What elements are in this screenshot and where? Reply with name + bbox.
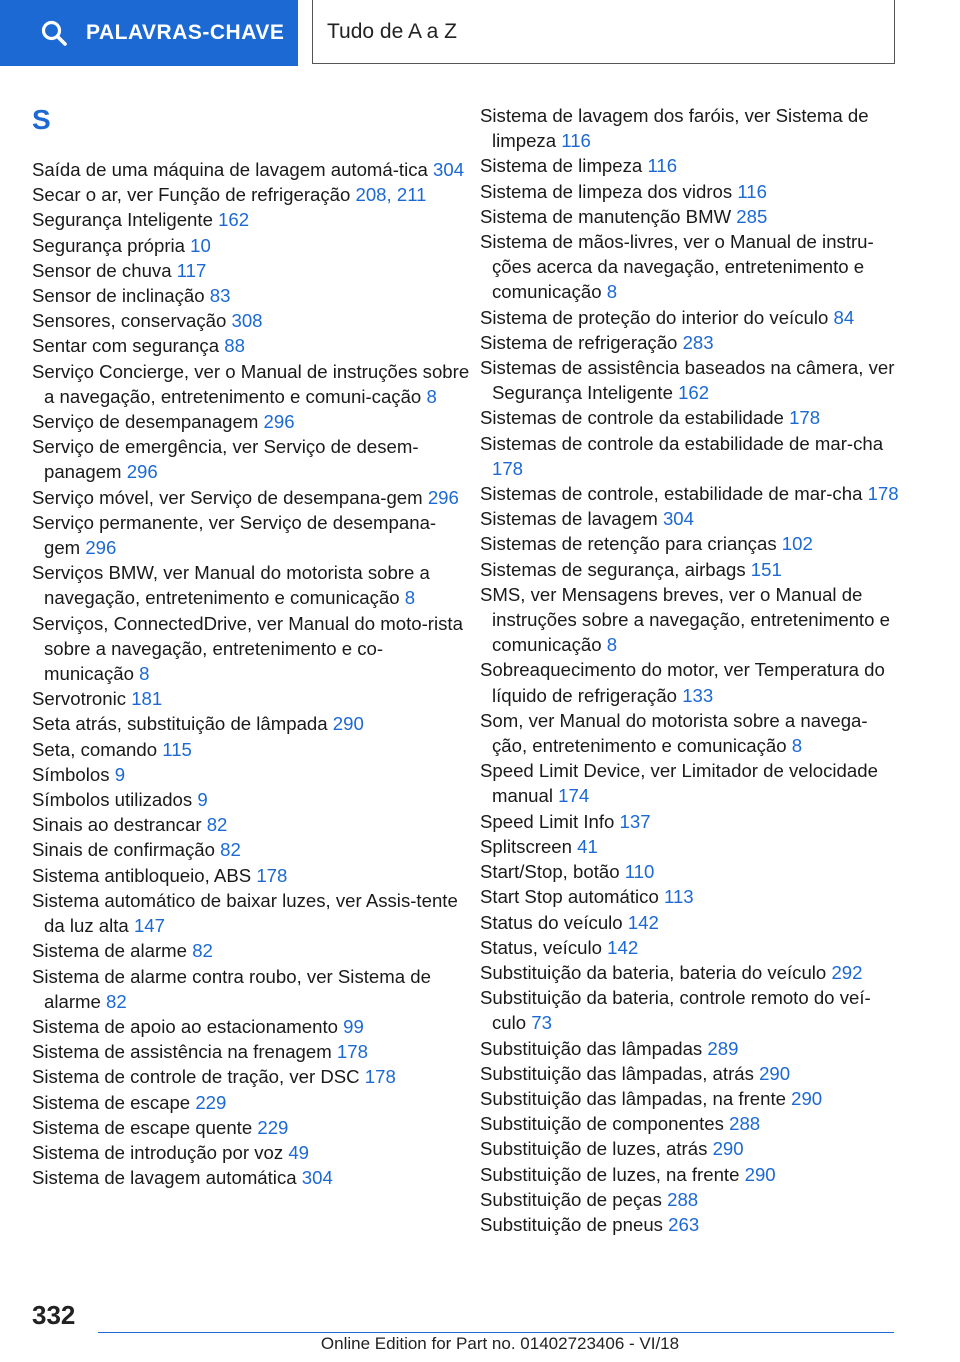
page-reference-link[interactable]: 116 [647, 155, 678, 177]
page-reference-link[interactable]: 82 [106, 990, 127, 1012]
index-entry-text: Serviço Concierge, ver o Manual de instruções sobre a navegação, entretenimento e comuni-cação [32, 360, 470, 407]
page-reference-link[interactable]: 290 [332, 713, 364, 735]
index-entry [32, 434, 472, 484]
page-reference-link[interactable]: 142 [607, 936, 639, 958]
page-reference-link[interactable]: 117 [176, 259, 207, 281]
page-reference-link[interactable]: 181 [131, 688, 163, 710]
page-reference-link[interactable]: 8 [139, 663, 150, 685]
index-entry [480, 809, 900, 834]
index-entry-text: Speed Limit Info [480, 810, 615, 832]
page-reference-link[interactable]: 99 [343, 1015, 364, 1037]
index-entry-text: Substituição de pneus [480, 1213, 663, 1235]
page-reference-link[interactable]: 10 [190, 234, 211, 256]
index-entry-text: Sensor de chuva [32, 259, 172, 281]
index-entry-text: Sistemas de assistência baseados na câmera, ver Segurança Inteligente [480, 357, 895, 404]
index-entry-text: Substituição da bateria, controle remoto do veí-culo [480, 987, 871, 1034]
page-reference-link[interactable]: 137 [619, 810, 651, 832]
page-reference-link[interactable]: 304 [301, 1167, 333, 1189]
index-entry-text: Sistema de assistência na frenagem [32, 1041, 332, 1063]
index-entry [480, 884, 900, 909]
index-entry [32, 964, 472, 1014]
page-reference-link[interactable]: 290 [759, 1062, 791, 1084]
index-entry-text: Sensor de inclinação [32, 285, 205, 307]
index-entry-text: Sistema automático de baixar luzes, ver Assis-tente da luz alta [32, 889, 458, 937]
page-reference-link[interactable]: 178 [867, 483, 899, 505]
index-entry [480, 330, 900, 355]
page-reference-link[interactable]: 49 [288, 1141, 310, 1163]
page-reference-link[interactable]: 8 [791, 735, 803, 757]
index-entry-text: Seta atrás, substituição de lâmpada [32, 713, 328, 735]
index-entry [480, 229, 900, 305]
index-entry [32, 1014, 472, 1039]
index-entry-text: Substituição de luzes, atrás [480, 1138, 708, 1160]
page-reference-link[interactable]: 73 [531, 1012, 552, 1034]
index-entry-text: Secar o ar, ver Função de refrigeração [32, 184, 351, 206]
page-reference-link[interactable]: 296 [126, 461, 158, 483]
index-entry [32, 233, 472, 258]
index-entry-text: Substituição das lâmpadas, atrás [480, 1062, 754, 1084]
index-entry [480, 960, 900, 985]
index-entry-text: Sistema de escape quente [32, 1116, 253, 1138]
index-entry-text: Substituição da bateria, bateria do veículo [480, 961, 827, 983]
index-entry-text: Serviço móvel, ver Serviço de desempana-gem [32, 486, 423, 508]
index-entry-text: Sistemas de lavagem [480, 508, 658, 530]
index-entry-text: Segurança Inteligente [32, 209, 213, 231]
index-entry-text: Sistema de lavagem automática [32, 1167, 297, 1189]
index-entry-text: Sensores, conservação [32, 310, 227, 332]
page-reference-link[interactable]: 88 [224, 335, 245, 357]
index-entry-text: Sistema de alarme contra roubo, ver Sistema de alarme [32, 965, 431, 1012]
page-reference-link[interactable]: 308 [231, 310, 263, 332]
page-reference-link[interactable]: 41 [577, 835, 598, 857]
page-reference-link[interactable]: 178 [364, 1066, 396, 1088]
page-reference-link[interactable]: 263 [668, 1213, 700, 1235]
index-entry-text: Sistema de introdução por voz [32, 1141, 284, 1163]
page-reference-link[interactable]: 178 [492, 457, 524, 479]
index-entry-text: Serviços, ConnectedDrive, ver Manual do moto-rista sobre a navegação, entretenimento e co-municação [32, 612, 463, 685]
index-entry-text: Serviço de emergência, ver Serviço de desem-panagem [32, 436, 419, 483]
page-reference-link[interactable]: 178 [256, 864, 288, 886]
page-reference-link[interactable]: 290 [712, 1138, 744, 1160]
index-entry [32, 485, 472, 510]
index-entry-text: Sistema de proteção do interior do veículo [480, 306, 829, 328]
page-reference-link[interactable]: 288 [729, 1113, 761, 1135]
index-column-left [32, 100, 472, 1190]
page-reference-link[interactable]: 147 [133, 915, 165, 937]
index-entry [480, 935, 900, 960]
keywords-tab[interactable] [0, 0, 298, 66]
page-reference-link[interactable]: 283 [682, 331, 714, 353]
index-entry-text: Sistemas de segurança, airbags [480, 558, 746, 580]
page-reference-link[interactable]: 82 [192, 940, 213, 962]
index-entry [480, 1212, 900, 1237]
index-entry-text: Status do veículo [480, 911, 623, 933]
index-entry [480, 1061, 900, 1086]
page-reference-link[interactable]: 9 [197, 789, 208, 811]
index-entry-text: Sistemas de controle da estabilidade de mar-cha [480, 432, 884, 454]
index-entry [32, 837, 472, 862]
index-entry-text: Serviço permanente, ver Serviço de desempana-gem [32, 511, 437, 559]
top-navigation [0, 0, 960, 66]
index-entry [32, 611, 472, 687]
page-reference-link[interactable]: 162 [218, 209, 250, 231]
page-reference-link[interactable]: 174 [558, 785, 590, 807]
index-entry [32, 333, 472, 358]
index-entry [480, 204, 900, 229]
page-number: 332 [32, 1300, 76, 1330]
index-entry-text: Sistema de alarme [32, 940, 188, 962]
index-entry [32, 207, 472, 232]
index-list-right [480, 103, 900, 1237]
index-entry [32, 1165, 472, 1190]
index-entry [480, 103, 900, 153]
page-reference-link[interactable]: 116 [561, 130, 591, 152]
page-reference-link[interactable]: 304 [433, 159, 465, 180]
page-reference-link[interactable]: 296 [85, 537, 117, 559]
index-entry [480, 708, 900, 758]
index-entry-text: Splitscreen [480, 835, 572, 857]
page-reference-link[interactable]: 229 [195, 1091, 227, 1113]
index-entry [32, 888, 472, 938]
page-reference-link[interactable]: 178 [336, 1041, 368, 1063]
index-entry [480, 859, 900, 884]
index-entry-text: Sistema de limpeza [480, 155, 643, 177]
page-reference-link[interactable]: 8 [606, 281, 618, 303]
index-entry [480, 305, 900, 330]
a-to-z-tab-label: Tudo de A a Z [327, 19, 457, 43]
index-entry [480, 179, 900, 204]
page-reference-link[interactable]: 142 [627, 911, 659, 933]
index-entry [32, 157, 472, 182]
index-entry-text: Substituição de peças [480, 1188, 662, 1210]
index-entry [32, 938, 472, 963]
page-reference-link[interactable]: 9 [114, 763, 126, 785]
index-entry-text: Substituição das lâmpadas [480, 1037, 703, 1059]
page-reference-link[interactable]: 8 [426, 385, 437, 407]
page-reference-link[interactable]: 133 [682, 684, 714, 706]
index-entry-text: Sistema de manutenção BMW [480, 205, 732, 227]
keywords-tab-label: PALAVRAS-CHAVE [86, 21, 285, 44]
index-entry [480, 834, 900, 859]
index-entry-text: Símbolos utilizados [32, 789, 193, 811]
footer [0, 1334, 960, 1354]
page-reference-link[interactable]: 289 [707, 1037, 739, 1059]
index-entry [480, 985, 900, 1035]
page-reference-link[interactable]: 288 [667, 1188, 699, 1210]
page-reference-link[interactable]: 296 [263, 411, 295, 433]
index-entry [480, 1187, 900, 1212]
index-entry-text: Sistema antibloqueio, ABS [32, 864, 252, 886]
page-reference-link[interactable]: 229 [257, 1116, 289, 1138]
page-reference-link[interactable]: 285 [736, 205, 768, 227]
index-entry-text: Sistemas de controle da estabilidade [480, 407, 784, 429]
index-entry [480, 481, 900, 506]
index-entry [32, 182, 472, 207]
index-entry-text: Substituição das lâmpadas, na frente [480, 1087, 786, 1109]
page-reference-link[interactable]: 8 [404, 587, 416, 609]
index-entry [32, 812, 472, 837]
index-entry-text: Sistema de refrigeração [480, 331, 678, 353]
index-entry-text: Segurança própria [32, 234, 185, 256]
page-reference-link[interactable]: 8 [606, 634, 618, 656]
index-entry [32, 1115, 472, 1140]
index-entry-text: Substituição de componentes [480, 1113, 724, 1135]
index-entry-text: Sistemas de controle, estabilidade de mar-cha [480, 483, 863, 505]
index-entry [32, 560, 472, 610]
index-entry [480, 153, 900, 178]
index-entry-text: Sistema de limpeza dos vidros [480, 180, 733, 202]
index-entry [32, 686, 472, 711]
index-entry-text: Status, veículo [480, 936, 602, 958]
index-entry-text: Servotronic [32, 688, 127, 710]
index-entry [32, 510, 472, 560]
page-reference-link[interactable]: 115 [162, 738, 192, 760]
index-entry-text: Sistemas de retenção para crianças [480, 533, 777, 555]
page-reference-link[interactable]: 290 [791, 1087, 823, 1109]
page-reference-link[interactable]: 110 [624, 861, 655, 883]
index-entry [32, 711, 472, 736]
index-entry [480, 657, 900, 707]
index-entry [32, 1064, 472, 1089]
index-entry-text: Start/Stop, botão [480, 861, 620, 883]
index-entry [32, 308, 472, 333]
page-reference-link[interactable]: 178 [789, 407, 821, 429]
page-reference-link[interactable]: 304 [662, 508, 694, 530]
index-entry-text: Símbolos [32, 763, 110, 785]
page-reference-link[interactable]: 292 [831, 961, 863, 983]
page-reference-link[interactable]: 84 [833, 306, 855, 328]
index-entry-text: Sistema de escape [32, 1091, 191, 1113]
index-entry-text: Substituição de luzes, na frente [480, 1163, 740, 1185]
index-column-right [480, 103, 900, 1237]
index-entry [32, 1140, 472, 1165]
search-icon [40, 19, 68, 47]
index-entry-text: Sistema de apoio ao estacionamento [32, 1015, 338, 1037]
index-list-left [32, 157, 472, 1190]
index-entry [480, 1111, 900, 1136]
index-entry [480, 1136, 900, 1161]
index-entry [32, 258, 472, 283]
index-entry [32, 409, 472, 434]
index-entry [480, 1036, 900, 1061]
page-reference-link[interactable]: 296 [427, 486, 459, 508]
index-entry [32, 863, 472, 888]
index-entry-text: Serviço de desempanagem [32, 411, 259, 433]
footer-text: Online Edition for Part no. 01402723406 - VI/18 [313, 1334, 687, 1353]
page-reference-link[interactable]: 82 [220, 839, 241, 861]
footer-divider [98, 1332, 894, 1333]
index-entry [480, 582, 900, 658]
index-entry-text: Saída de uma máquina de lavagem automá-tica [32, 159, 428, 180]
page-reference-link[interactable]: 113 [663, 886, 694, 908]
page-reference-link[interactable]: 151 [750, 558, 782, 580]
index-entry [32, 737, 472, 762]
index-entry [480, 431, 900, 481]
index-entry-text: Sistema de mãos-livres, ver o Manual de instru-ções acerca da navegação, entretenimento e comunicação [480, 231, 874, 303]
index-entry-text: Speed Limit Device, ver Limitador de velocidade manual [480, 760, 878, 807]
index-entry [480, 355, 900, 405]
index-entry [32, 762, 472, 787]
index-entry-text: Sinais ao destrancar [32, 814, 202, 836]
page-reference-link[interactable]: 83 [209, 285, 231, 307]
index-entry-text: Seta, comando [32, 738, 158, 760]
index-entry [32, 1039, 472, 1064]
index-entry-text: Sistema de controle de tração, ver DSC [32, 1066, 360, 1088]
index-entry [32, 283, 472, 308]
index-entry-text: Som, ver Manual do motorista sobre a navega-ção, entretenimento e comunicação [480, 709, 868, 757]
index-entry-text: Sobreaquecimento do motor, ver Temperatura do líquido de refrigeração [480, 659, 885, 706]
index-entry [32, 1090, 472, 1115]
page-reference-link[interactable]: 116 [737, 180, 767, 202]
page-reference-link[interactable]: 162 [678, 382, 710, 404]
index-entry [480, 1086, 900, 1111]
index-entry-text: Start Stop automático [480, 886, 659, 908]
page-reference-link[interactable]: 82 [206, 814, 228, 836]
index-entry-text: Serviços BMW, ver Manual do motorista sobre a navegação, entretenimento e comunicação [32, 562, 430, 609]
index-entry [480, 758, 900, 808]
a-to-z-tab[interactable] [312, 0, 895, 64]
index-entry [32, 787, 472, 812]
section-letter: S [32, 104, 51, 135]
page-reference-link[interactable]: 102 [781, 533, 813, 555]
index-entry [32, 359, 472, 409]
index-entry [480, 910, 900, 935]
index-entry [480, 557, 900, 582]
index-entry [480, 405, 900, 430]
index-entry-text: Sistema de lavagem dos faróis, ver Sistema de limpeza [480, 105, 869, 152]
index-entry [480, 531, 900, 556]
index-entry-text: Sinais de confirmação [32, 839, 215, 861]
index-entry-text: Sentar com segurança [32, 335, 220, 357]
page-reference-link[interactable]: 290 [744, 1163, 776, 1185]
index-entry [480, 506, 900, 531]
page-reference-link[interactable]: 208, 211 [355, 184, 427, 206]
index-entry [480, 1162, 900, 1187]
index-entry-text: SMS, ver Mensagens breves, ver o Manual de instruções sobre a navegação, entretenimento e comunicação [480, 583, 890, 656]
